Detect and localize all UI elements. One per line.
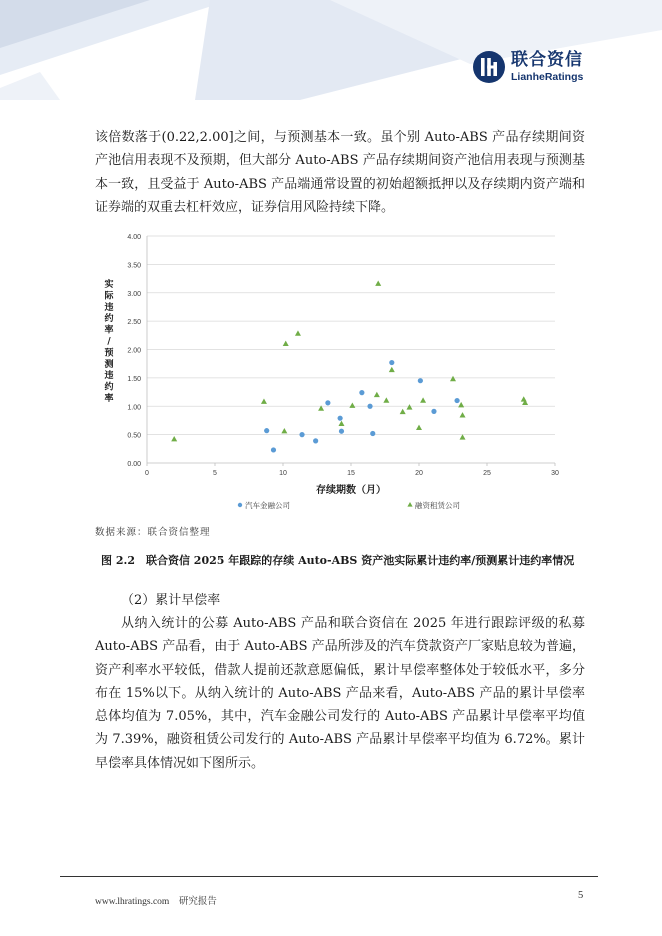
data-point-circle (299, 432, 304, 437)
data-point-circle (271, 447, 276, 452)
footer-report-type: 研究报告 (178, 897, 217, 907)
data-point-circle (431, 409, 436, 414)
data-point-circle (454, 398, 459, 403)
y-tick-label: 0.50 (127, 432, 141, 440)
body-paragraph-2: 从纳入统计的公募 Auto-ABS 产品和联合资信在 2025 年进行跟踪评级的私募 Auto-ABS 产品看，由于 Auto-ABS 产品所涉及的汽车贷款资产厂家贴息较为普遍，资产利率水平较低，借款人提前还款意愿偏低，累计早偿率整体处于较低水平，多分布在 15%以下。从纳入统计的 Auto-ABS 产品来看，Auto-ABS 产品的累计早偿率总体均值为 7.05%，其中，汽车金融公司发行的 Auto-ABS 产品累计早偿率平均值为 7.39%，融资租赁公司发行的 Auto-ABS 产品累计早偿率平均值为 6.72%。累计早偿率具体情况如下图所示。 (95, 616, 585, 771)
footer-info (95, 893, 217, 907)
data-point-triangle (338, 421, 344, 426)
x-tick-label: 15 (347, 470, 355, 477)
data-point-circle (359, 390, 364, 395)
data-point-triangle (295, 330, 301, 335)
data-point-triangle (283, 341, 289, 346)
y-tick-label: 3.00 (127, 290, 141, 298)
brand-name-en: LianheRatings (511, 70, 584, 83)
data-point-triangle (389, 367, 395, 372)
data-point-triangle (374, 392, 380, 397)
x-axis-title: 存续期数（月） (316, 485, 386, 496)
figure-caption: 图 2.2 联合资信 2025 年跟踪的存续 Auto-ABS 资产池实际累计违约率/预测累计违约率情况 (101, 554, 575, 567)
data-point-triangle (416, 425, 422, 430)
data-point-circle (313, 438, 318, 443)
data-point-triangle (420, 397, 426, 402)
y-tick-label: 4.00 (127, 234, 141, 241)
data-point-triangle (281, 428, 287, 433)
x-tick-label: 0 (145, 470, 149, 477)
data-point-circle (367, 404, 372, 409)
body-paragraph-1: 该倍数落于(0.22,2.00]之间，与预测基本一致。虽个别 Auto-ABS 产品存续期间资产池信用表现不及预期，但大部分 Auto-ABS 产品存续期间资产池信用表现与预测基本一致，且受益于 Auto-ABS 产品端通常设置的初始超额抵押以及存续期内资产端和证券端的双重去杠杆效应，证券信用风险持续下降。 (95, 130, 585, 215)
y-tick-label: 2.00 (127, 347, 141, 355)
lianhe-logo-icon (472, 50, 506, 84)
data-point-circle (338, 416, 343, 421)
y-tick-label: 3.50 (127, 262, 141, 270)
legend-marker-triangle (407, 502, 412, 507)
data-point-triangle (375, 280, 381, 285)
y-tick-label: 1.00 (127, 404, 141, 412)
figure-source: 数据来源：联合资信整理 (95, 527, 211, 538)
legend-marker-circle (238, 503, 242, 507)
footer-divider (60, 876, 598, 877)
y-tick-label: 2.50 (127, 319, 141, 327)
legend-label: 汽车金融公司 (245, 501, 290, 510)
data-point-triangle (171, 436, 177, 441)
data-point-triangle (406, 404, 412, 409)
data-point-triangle (261, 399, 267, 404)
page-number: 5 (578, 890, 584, 901)
scatter-chart (95, 225, 575, 520)
brand-name-cn: 联合资信 (511, 49, 583, 70)
data-point-triangle (400, 409, 406, 414)
x-tick-label: 25 (483, 470, 491, 477)
brand-logo (472, 50, 583, 84)
data-point-circle (264, 428, 269, 433)
data-point-circle (339, 429, 344, 434)
data-point-triangle (460, 412, 466, 417)
data-point-triangle (450, 376, 456, 381)
data-point-triangle (521, 396, 527, 401)
data-point-circle (325, 400, 330, 405)
data-point-triangle (460, 434, 466, 439)
x-tick-label: 30 (551, 470, 559, 477)
x-tick-label: 20 (415, 470, 423, 477)
data-point-triangle (349, 402, 355, 407)
data-point-circle (370, 431, 375, 436)
x-tick-label: 5 (213, 470, 217, 477)
data-point-triangle (458, 402, 464, 407)
footer-website: www.lhratings.com (95, 897, 170, 907)
data-point-circle (389, 360, 394, 365)
x-tick-label: 10 (279, 470, 287, 477)
y-axis-title: 实际违约率/预测违约率 (104, 280, 114, 404)
section-subheading: （2）累计早偿率 (121, 593, 221, 608)
data-point-circle (418, 378, 423, 383)
data-point-triangle (383, 397, 389, 402)
legend-label: 融资租赁公司 (415, 501, 460, 510)
y-tick-label: 0.00 (127, 461, 141, 468)
y-tick-label: 1.50 (127, 375, 141, 383)
